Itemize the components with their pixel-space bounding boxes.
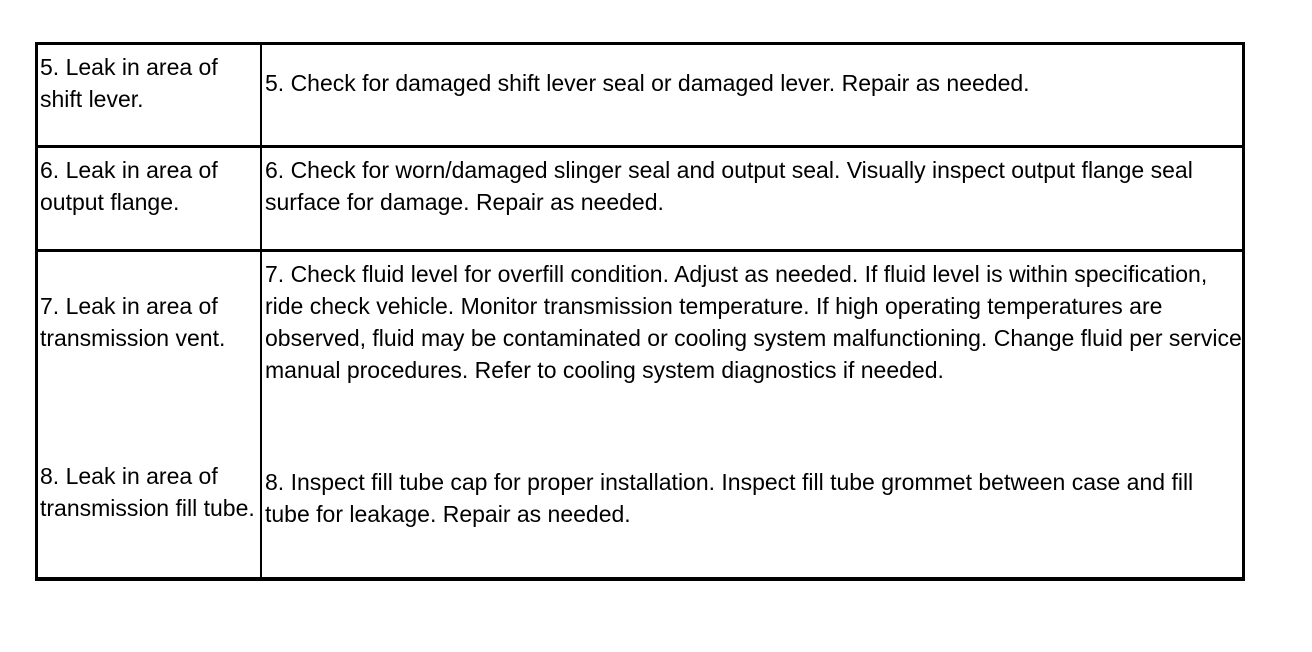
diagnostic-table bbox=[35, 42, 1245, 581]
symptom-cell bbox=[38, 252, 262, 577]
table-row bbox=[38, 45, 1242, 148]
action-text: 7. Check fluid level for overfill condition. Adjust as needed. If fluid level is within specification, ride check vehicle. Monitor transmission temperature. If high operating temperatures are observed, fluid may be contaminated or cooling system malfunctioning. Change fluid per service manual procedures. Refer to cooling system diagnostics if needed. bbox=[265, 261, 1242, 383]
action-cell bbox=[262, 45, 1242, 145]
symptom-cell bbox=[38, 148, 262, 249]
action-cell bbox=[262, 148, 1242, 249]
action-text: 8. Inspect fill tube cap for proper installation. Inspect fill tube grommet between case and fill tube for leakage. Repair as needed. bbox=[265, 469, 1194, 527]
action-text: 5. Check for damaged shift lever seal or damaged lever. Repair as needed. bbox=[265, 70, 1030, 96]
symptom-text: 5. Leak in area of shift lever. bbox=[40, 54, 218, 112]
table-row bbox=[38, 148, 1242, 252]
symptom-text: 7. Leak in area of transmission vent. bbox=[40, 293, 226, 351]
action-cell bbox=[262, 252, 1242, 577]
symptom-cell bbox=[38, 45, 262, 145]
symptom-text: 8. Leak in area of transmission fill tube. bbox=[40, 463, 255, 521]
action-text: 6. Check for worn/damaged slinger seal and output seal. Visually inspect output flange seal surface for damage. Repair as needed. bbox=[265, 157, 1193, 215]
symptom-text: 6. Leak in area of output flange. bbox=[40, 157, 218, 215]
table-row bbox=[38, 252, 1242, 581]
